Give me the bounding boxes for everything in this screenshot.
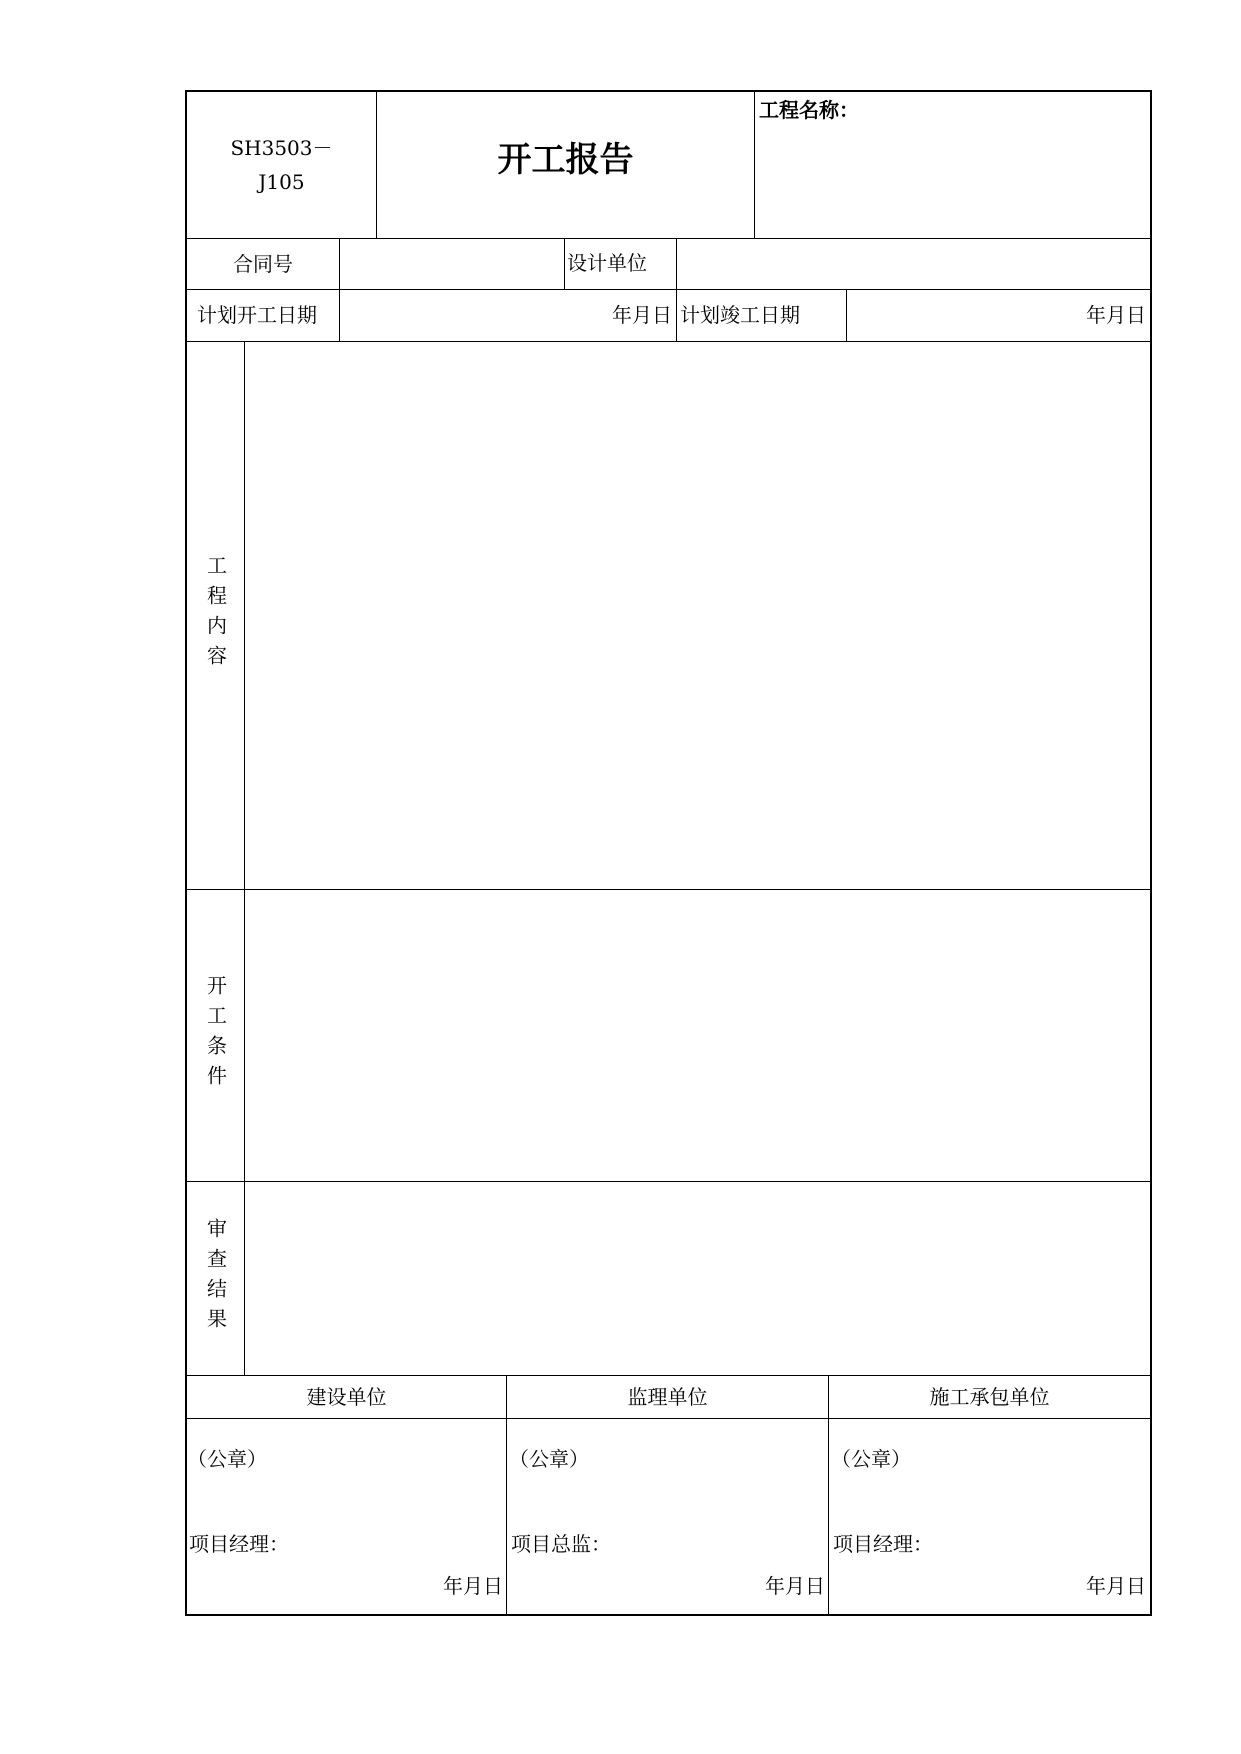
page-title: 开工报告 (497, 140, 634, 180)
border-bottom (185, 1614, 1152, 1616)
form-code-line1: SH3503－ (230, 136, 333, 160)
project-content-label: 工程内容 (203, 555, 228, 675)
review-result-section (187, 1181, 244, 1375)
supervisor-seal-label: （公章） (509, 1447, 589, 1471)
owner-unit-header: 建设单位 (306, 1384, 387, 1409)
owner-seal-label: （公章） (187, 1447, 267, 1471)
start-conditions-label: 开工条件 (203, 975, 228, 1095)
form-code (187, 130, 376, 200)
line-contract-v3 (676, 238, 677, 341)
line-section-label (244, 341, 245, 1375)
line-dates-v4 (846, 289, 847, 341)
contractor-sign-date[interactable]: 年月日 (1086, 1574, 1146, 1598)
design-unit-label: 设计单位 (567, 251, 647, 275)
line-contract-v2 (564, 238, 565, 289)
line-header-v2 (754, 90, 755, 238)
review-result-field[interactable] (247, 1184, 1147, 1372)
owner-manager-label: 项目经理： (189, 1532, 289, 1556)
line-dates-bottom (185, 341, 1152, 342)
supervisor-sign-date[interactable]: 年月日 (765, 1574, 825, 1598)
line-content-bottom (185, 889, 1152, 890)
review-result-label: 审查结果 (203, 1218, 228, 1338)
planned-finish-date[interactable]: 年月日 (1086, 303, 1146, 327)
project-content-field[interactable] (247, 344, 1147, 886)
line-sign-header-bottom (185, 1418, 1152, 1419)
project-name-field[interactable] (759, 130, 1144, 230)
owner-sign-date[interactable]: 年月日 (443, 1574, 503, 1598)
start-conditions-field[interactable] (247, 892, 1147, 1178)
contract-no-field[interactable] (343, 250, 561, 278)
contractor-seal-label: （公章） (831, 1447, 911, 1471)
contract-no-label: 合同号 (233, 251, 293, 276)
border-right (1150, 90, 1152, 1616)
contractor-unit-header: 施工承包单位 (929, 1384, 1050, 1409)
line-contract-bottom (185, 289, 1152, 290)
design-unit-field[interactable] (680, 250, 1145, 278)
border-top (185, 90, 1152, 92)
line-conditions-bottom (185, 1181, 1152, 1182)
planned-start-label: 计划开工日期 (197, 303, 317, 327)
start-work-report-form (185, 90, 1152, 1616)
form-code-line2: J105 (258, 170, 305, 194)
supervisor-chief-label: 项目总监： (511, 1532, 611, 1556)
project-name-label: 工程名称： (759, 98, 859, 122)
supervisor-unit-header: 监理单位 (627, 1384, 708, 1409)
planned-start-date[interactable]: 年月日 (612, 303, 672, 327)
line-contract-v1 (339, 238, 340, 341)
planned-finish-label: 计划竣工日期 (680, 303, 800, 327)
project-content-section (187, 341, 244, 889)
contractor-manager-label: 项目经理： (833, 1532, 933, 1556)
start-conditions-section (187, 889, 244, 1181)
